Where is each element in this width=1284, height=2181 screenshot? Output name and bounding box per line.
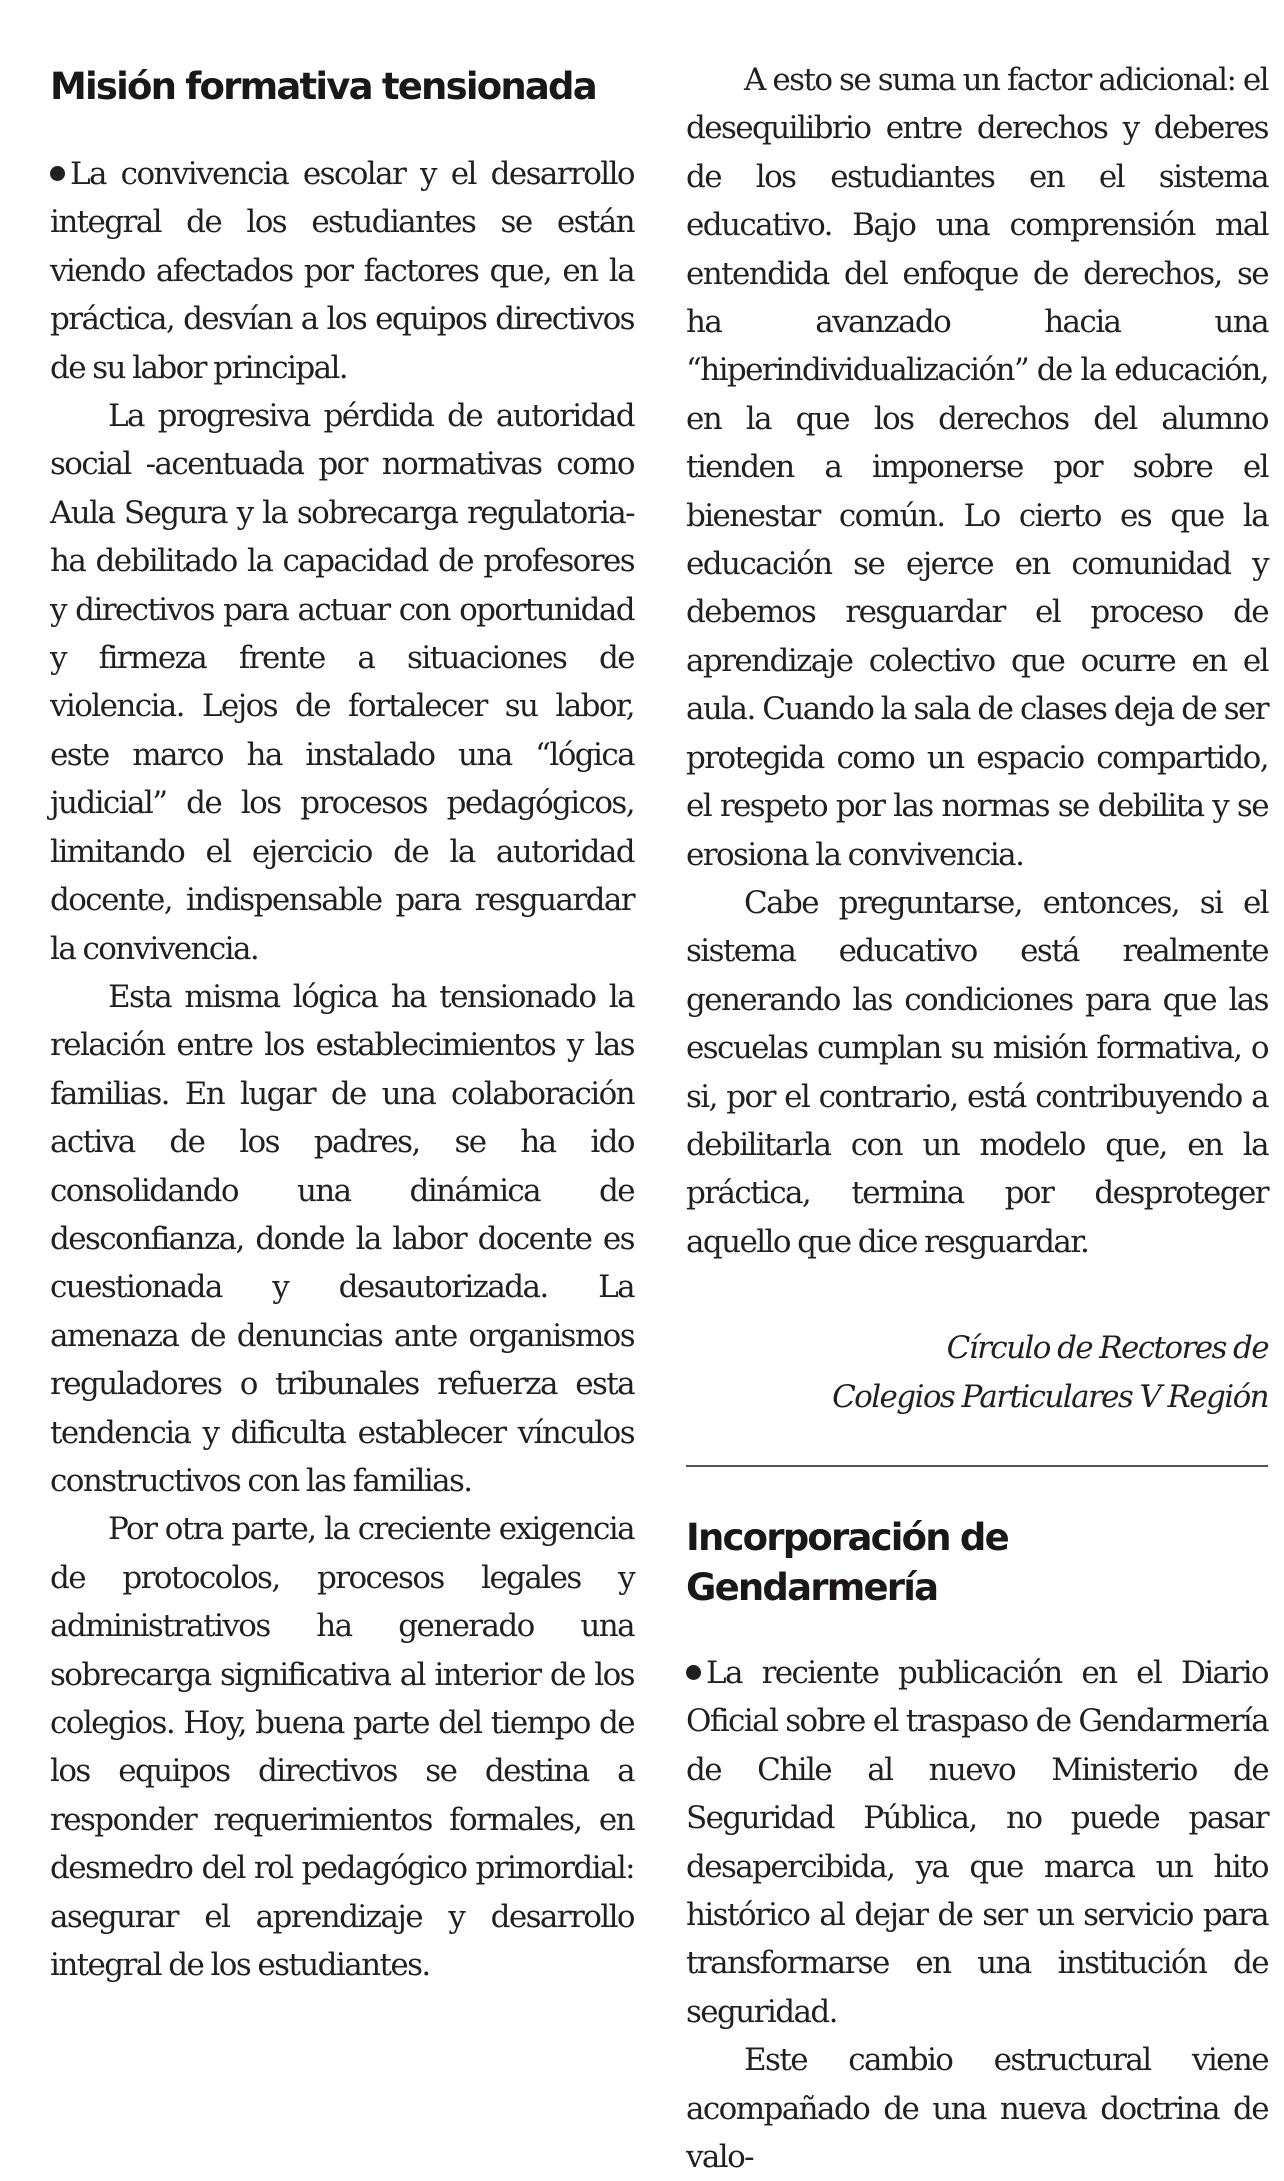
letter-paragraph: Esta misma lógica ha tensionado la relación entre los establecimientos y las familias. En lugar de una colaboración activa de los padres, se ha ido consolidando una dinámica de desconfianza, donde la labor docente es cuestionada y desautorizada. La amenaza de denuncias ante organismos reguladores o tribunales refuerza esta tendencia y dificulta establecer vínculos constructivos con las familias. bbox=[50, 978, 634, 1499]
letter-paragraph bbox=[686, 1649, 1268, 2036]
left-column bbox=[50, 56, 634, 1989]
letter-paragraph bbox=[50, 150, 634, 392]
headline-gendarmeria: Incorporación de Gendarmería bbox=[686, 1515, 1008, 1609]
signature-line: Círculo de Rectores de bbox=[946, 1330, 1268, 1367]
section-divider bbox=[686, 1465, 1268, 1467]
letter-paragraph-text: La convivencia escolar y el desarrollo integral de los estudiantes se están viendo afectados por factores que, en la práctica, desvían a los equipos directivos de su labor principal. bbox=[50, 156, 634, 386]
bullet-icon bbox=[686, 1665, 701, 1680]
letter-paragraph: Cabe preguntarse, entonces, si el sistema educativo está realmente generando las condiciones para que las escuelas cumplan su misión formativa, o si, por el contrario, está contribuyendo a debilitarla con un modelo que, en la práctica, termina por desproteger aquello que dice resguardar. bbox=[686, 884, 1268, 1260]
signature-line: Colegios Particulares V Región bbox=[832, 1378, 1268, 1415]
letter-paragraph: La progresiva pérdida de autoridad social -acentuada por normativas como Aula Segura y la sobrecarga regulatoria- ha debilitado la capacidad de profesores y directivos para actuar con oportunidad y firmeza frente a situaciones de violencia. Lejos de fortalecer su labor, este marco ha instalado una “lógica judicial” de los procesos pedagógicos, limitando el ejercicio de la autoridad docente, indispensable para resguardar la convivencia. bbox=[50, 398, 634, 967]
letter-paragraph: Este cambio estructural viene acompañado de una nueva doctrina de valo- bbox=[686, 2042, 1268, 2176]
right-column bbox=[686, 56, 1268, 2181]
letter-paragraph-text: La reciente publicación en el Diario Oficial sobre el traspaso de Gendarmería de Chile al nuevo Ministerio de Seguridad Pública, no puede pasar desapercibida, ya que marca un hito histórico al dejar de ser un servicio para transformarse en una institución de seguridad. bbox=[686, 1654, 1268, 2030]
letter-signature bbox=[686, 1324, 1268, 1421]
letter-paragraph: Por otra parte, la creciente exigencia de protocolos, procesos legales y administrativos ha generado una sobrecarga significativa al interior de los colegios. Hoy, buena parte del tiempo de los equipos directivos se destina a responder requerimientos formales, en desmedro del rol pedagógico primordial: asegurar el aprendizaje y desarrollo integral de los estudiantes. bbox=[50, 1511, 634, 1984]
headline-mision-formativa: Misión formativa tensionada bbox=[50, 65, 596, 108]
bullet-icon bbox=[50, 166, 65, 181]
letter-paragraph: A esto se suma un factor adicional: el desequilibrio entre derechos y deberes de los estudiantes en el sistema educativo. Bajo una comprensión mal entendida del enfoque de derechos, se ha avanzado hacia una “hiperindividualización” de la educación, en la que los derechos del alumno tienden a imponerse por sobre el bienestar común. Lo cierto es que la educación se ejerce en comunidad y debemos resguardar el proceso de aprendizaje colectivo que ocurre en el aula. Cuando la sala de clases deja de ser protegida como un espacio compartido, el respeto por las normas se debilita y se erosiona la convivencia. bbox=[686, 62, 1268, 873]
